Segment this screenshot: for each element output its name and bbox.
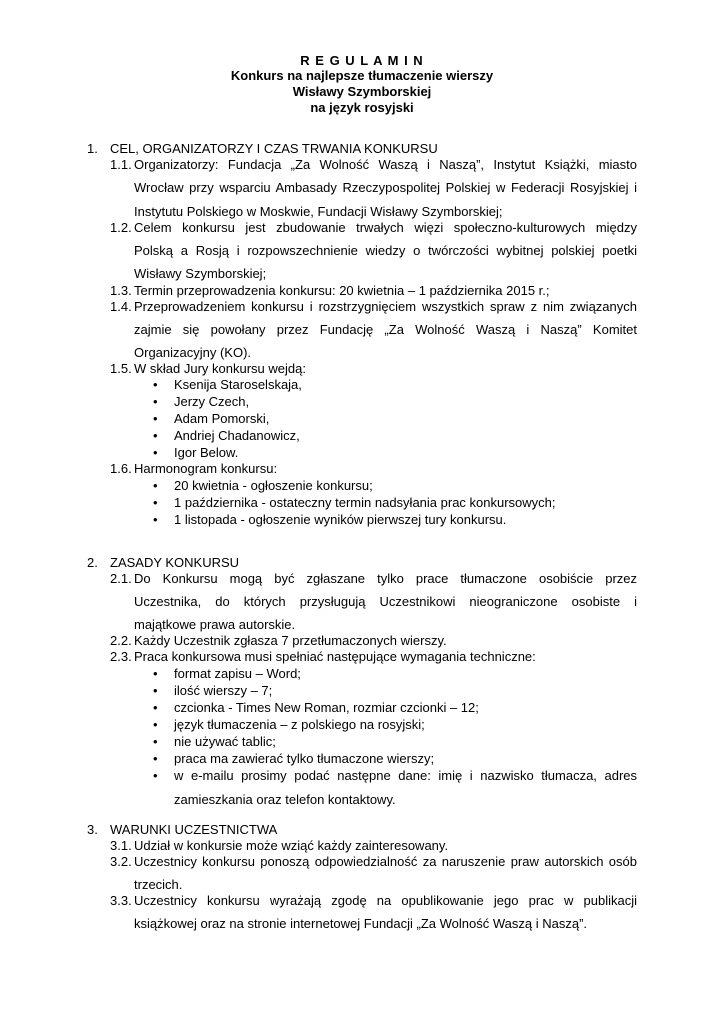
section-number: 1. (87, 141, 98, 156)
item-number: 2.2. (110, 633, 132, 648)
bullet-icon: • (153, 734, 158, 749)
bullet-icon: • (153, 666, 158, 681)
bullet-icon: • (153, 394, 158, 409)
item-text: zajmie się powołany przez Fundację „Za Wolność Waszą i Naszą” Komitet (134, 322, 637, 337)
list-item: Jerzy Czech, (174, 394, 250, 409)
item-text: Uczestnicy konkursu ponoszą odpowiedzialność za naruszenie praw autorskich osób (134, 854, 637, 869)
item-text: Organizatorzy: Fundacja „Za Wolność Waszą i Naszą”, Instytut Książki, miasto (134, 157, 637, 172)
bullet-icon: • (153, 428, 158, 443)
item-text: Celem konkursu jest zbudowanie trwałych więzi społeczno-kulturowych między (134, 220, 637, 235)
item-number: 3.3. (110, 893, 132, 908)
list-item: format zapisu – Word; (174, 666, 301, 681)
item-number: 1.1. (110, 157, 132, 172)
list-item: 1 października - ostateczny termin nadsyłania prac konkursowych; (174, 495, 556, 510)
list-item: praca ma zawierać tylko tłumaczone wierszy; (174, 751, 435, 766)
bullet-icon: • (153, 768, 158, 783)
bullet-icon: • (153, 683, 158, 698)
item-number: 1.4. (110, 299, 132, 314)
list-item: Andriej Chadanowicz, (174, 428, 300, 443)
item-number: 2.1. (110, 571, 132, 586)
item-text: Harmonogram konkursu: (134, 461, 278, 476)
list-item: Adam Pomorski, (174, 411, 270, 426)
item-text: Uczestnika, do których przysługują Uczestnikowi nieograniczone osobiste i (134, 594, 637, 609)
item-text: Termin przeprowadzenia konkursu: 20 kwietnia – 1 października 2015 r.; (134, 283, 550, 298)
bullet-icon: • (153, 445, 158, 460)
item-number: 1.3. (110, 283, 132, 298)
section-title: ZASADY KONKURSU (110, 555, 240, 570)
item-text: Wisławy Szymborskiej; (134, 266, 267, 281)
list-item: w e-mailu prosimy podać następne dane: imię i nazwisko tłumacza, adres (174, 768, 637, 783)
item-number: 3.2. (110, 854, 132, 869)
document-subtitle: Wisławy Szymborskiej (292, 84, 432, 99)
item-number: 1.2. (110, 220, 132, 235)
document-title: R E G U L A M I N (300, 53, 424, 68)
item-text: książkowej oraz na stronie internetowej Fundacji „Za Wolność Waszą i Naszą”. (134, 916, 588, 931)
item-number: 3.1. (110, 838, 132, 853)
item-text: Praca konkursowa musi spełniać następujące wymagania techniczne: (134, 649, 536, 664)
item-text: Do Konkursu mogą być zgłaszane tylko prace tłumaczone osobiście przez (134, 571, 637, 586)
bullet-icon: • (153, 495, 158, 510)
section-title: WARUNKI UCZESTNICTWA (110, 822, 278, 837)
item-text: Uczestnicy konkursu wyrażają zgodę na opublikowanie jego prac w publikacji (134, 893, 637, 908)
list-item: Igor Below. (174, 445, 239, 460)
item-number: 2.3. (110, 649, 132, 664)
item-text: Organizacyjny (KO). (134, 345, 252, 360)
bullet-icon: • (153, 751, 158, 766)
item-text: Przeprowadzeniem konkursu i rozstrzygnięciem wszystkich spraw z nim związanych (134, 299, 637, 314)
bullet-icon: • (153, 700, 158, 715)
list-item: nie używać tablic; (174, 734, 276, 749)
bullet-icon: • (153, 512, 158, 527)
section-number: 2. (87, 555, 98, 570)
list-item: ilość wierszy – 7; (174, 683, 273, 698)
section-title: CEL, ORGANIZATORZY I CZAS TRWANIA KONKURSU (110, 141, 438, 156)
item-text: Każdy Uczestnik zgłasza 7 przetłumaczonych wierszy. (134, 633, 447, 648)
list-item: język tłumaczenia – z polskiego na rosyjski; (174, 717, 425, 732)
item-text: majątkowe prawa autorskie. (134, 617, 296, 632)
item-text: Udział w konkursie może wziąć każdy zainteresowany. (134, 838, 449, 853)
list-item-continuation: zamieszkania oraz telefon kontaktowy. (174, 792, 396, 807)
document-subtitle: Konkurs na najlepsze tłumaczenie wierszy (230, 68, 494, 83)
list-item: 20 kwietnia - ogłoszenie konkursu; (174, 478, 373, 493)
document-subtitle: na język rosyjski (310, 100, 414, 115)
item-number: 1.6. (110, 461, 132, 476)
bullet-icon: • (153, 478, 158, 493)
list-item: czcionka - Times New Roman, rozmiar czcionki – 12; (174, 700, 479, 715)
bullet-icon: • (153, 717, 158, 732)
bullet-icon: • (153, 377, 158, 392)
list-item: Ksenija Staroselskaja, (174, 377, 302, 392)
item-text: trzecich. (134, 877, 183, 892)
item-number: 1.5. (110, 361, 132, 376)
list-item: 1 listopada - ogłoszenie wyników pierwszej tury konkursu. (174, 512, 507, 527)
item-text: Instytutu Polskiego w Moskwie, Fundacji Wisławy Szymborskiej; (134, 204, 503, 219)
bullet-icon: • (153, 411, 158, 426)
section-number: 3. (87, 822, 98, 837)
item-text: W skład Jury konkursu wejdą: (134, 361, 306, 376)
item-text: Polską a Rosją i rozpowszechnienie wiedzy o twórczości wybitnej polskiej poetki (134, 243, 637, 258)
item-text: Wrocław przy wsparciu Ambasady Rzeczypospolitej Polskiej w Federacji Rosyjskiej i (134, 180, 637, 195)
